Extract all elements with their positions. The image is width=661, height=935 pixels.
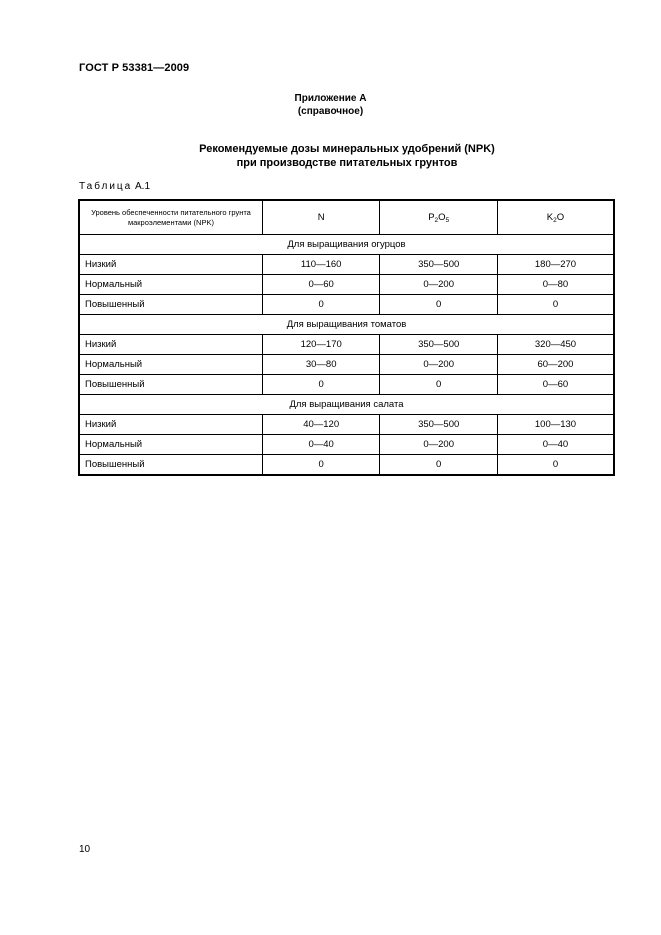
p2o5-p: P bbox=[428, 211, 435, 223]
k2o-sub-2: 2 bbox=[553, 216, 557, 224]
p2o5-cell: 0 bbox=[380, 375, 498, 395]
level-cell: Нормальный bbox=[79, 355, 262, 375]
level-cell: Низкий bbox=[79, 255, 262, 275]
n-cell: 0—60 bbox=[262, 275, 380, 295]
p2o5-cell: 0—200 bbox=[380, 435, 498, 455]
p2o5-cell: 350—500 bbox=[380, 255, 498, 275]
page-number: 10 bbox=[79, 844, 91, 855]
table-caption bbox=[79, 181, 150, 192]
n-cell: 0 bbox=[262, 455, 380, 476]
annex-block bbox=[0, 92, 661, 118]
table-row bbox=[79, 335, 614, 355]
table-caption-word: Таблица bbox=[79, 181, 133, 192]
p2o5-cell: 0 bbox=[380, 295, 498, 315]
heading-line-2: при производстве питательных грунтов bbox=[236, 157, 458, 169]
group-row-lettuce bbox=[79, 395, 614, 415]
group-title: Для выращивания салата bbox=[79, 395, 614, 415]
group-title: Для выращивания томатов bbox=[79, 315, 614, 335]
column-header-k2o bbox=[497, 200, 614, 235]
table-header-row bbox=[79, 200, 614, 235]
group-row-tomatoes bbox=[79, 315, 614, 335]
level-cell: Низкий bbox=[79, 335, 262, 355]
document-id: ГОСТ Р 53381—2009 bbox=[79, 62, 190, 74]
fertilizer-table bbox=[78, 199, 615, 476]
n-cell: 0 bbox=[262, 375, 380, 395]
k2o-cell: 100—130 bbox=[497, 415, 614, 435]
level-cell: Нормальный bbox=[79, 275, 262, 295]
table-row bbox=[79, 255, 614, 275]
k2o-cell: 0—40 bbox=[497, 435, 614, 455]
section-heading bbox=[0, 142, 661, 170]
n-cell: 120—170 bbox=[262, 335, 380, 355]
p2o5-cell: 0—200 bbox=[380, 355, 498, 375]
p2o5-sub-2: 2 bbox=[434, 216, 439, 224]
n-cell: 30—80 bbox=[262, 355, 380, 375]
column-header-p2o5 bbox=[380, 200, 498, 235]
table-caption-number: А.1 bbox=[135, 181, 151, 192]
column-header-n: N bbox=[262, 200, 380, 235]
level-cell: Повышенный bbox=[79, 295, 262, 315]
annex-status: (справочное) bbox=[297, 106, 364, 117]
annex-title: Приложение А bbox=[294, 93, 367, 104]
k2o-cell: 0 bbox=[497, 455, 614, 476]
k2o-cell: 0—60 bbox=[497, 375, 614, 395]
table-row bbox=[79, 355, 614, 375]
k2o-o: O bbox=[556, 211, 565, 223]
n-cell: 40—120 bbox=[262, 415, 380, 435]
k2o-cell: 0—80 bbox=[497, 275, 614, 295]
table-row bbox=[79, 375, 614, 395]
p2o5-cell: 350—500 bbox=[380, 335, 498, 355]
n-cell: 110—160 bbox=[262, 255, 380, 275]
table-row bbox=[79, 435, 614, 455]
table-row bbox=[79, 415, 614, 435]
table-row bbox=[79, 295, 614, 315]
p2o5-sub-5: 5 bbox=[445, 216, 450, 224]
n-cell: 0 bbox=[262, 295, 380, 315]
level-cell: Низкий bbox=[79, 415, 262, 435]
level-cell: Повышенный bbox=[79, 375, 262, 395]
p2o5-cell: 0—200 bbox=[380, 275, 498, 295]
heading-line-1: Рекомендуемые дозы минеральных удобрений (NPK) bbox=[199, 143, 495, 155]
table-row bbox=[79, 455, 614, 476]
column-header-level: Уровень обеспеченности питательного грунта макроэлементами (NPK) bbox=[79, 200, 262, 235]
n-cell: 0—40 bbox=[262, 435, 380, 455]
table-row bbox=[79, 275, 614, 295]
k2o-cell: 320—450 bbox=[497, 335, 614, 355]
k2o-cell: 180—270 bbox=[497, 255, 614, 275]
k2o-cell: 60—200 bbox=[497, 355, 614, 375]
p2o5-o: O bbox=[438, 211, 446, 223]
group-title: Для выращивания огурцов bbox=[79, 235, 614, 255]
k2o-cell: 0 bbox=[497, 295, 614, 315]
group-row-cucumbers bbox=[79, 235, 614, 255]
level-cell: Повышенный bbox=[79, 455, 262, 476]
p2o5-cell: 0 bbox=[380, 455, 498, 476]
level-cell: Нормальный bbox=[79, 435, 262, 455]
p2o5-cell: 350—500 bbox=[380, 415, 498, 435]
k2o-k: K bbox=[546, 211, 554, 223]
